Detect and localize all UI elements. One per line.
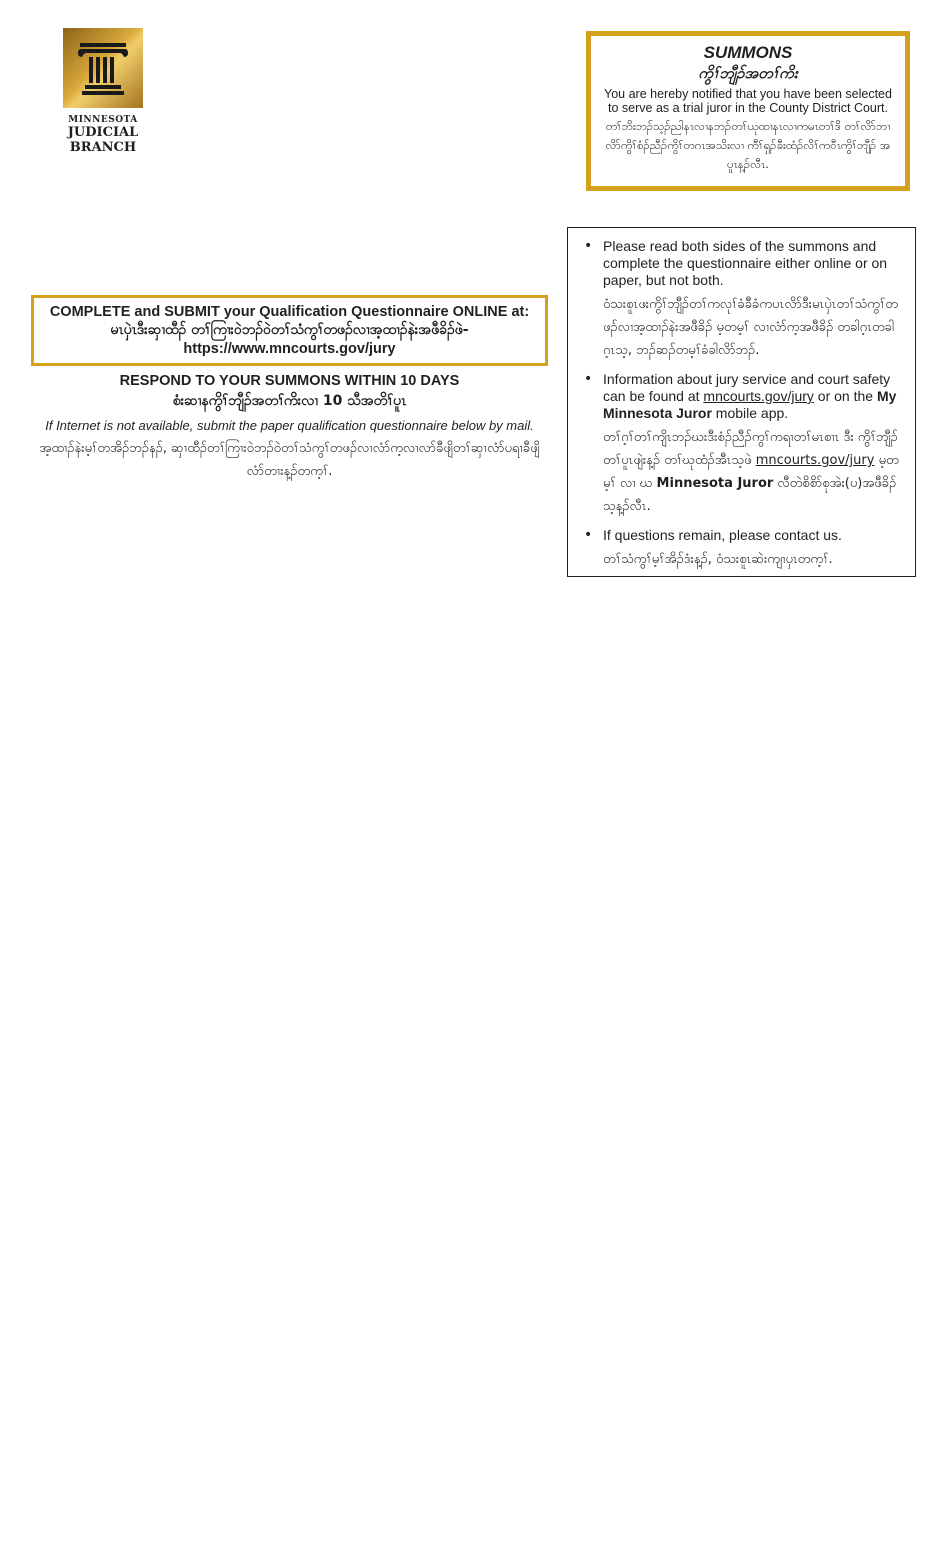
jury-info-link-karen[interactable]: mncourts.gov/jury (755, 453, 875, 468)
respond-heading-karen: စံးဆၢနကွိၢ်ဘျီၣ်အတၢ်ကိးလၢ 10 သီအတိၢ်ပူၤ (172, 393, 407, 409)
mail-instruction: If Internet is not available, submit the paper qualification questionnaire below by mail. (45, 418, 534, 433)
logo-branch: BRANCH (69, 140, 137, 155)
instruction-2-mid: or on the (813, 388, 877, 404)
respond-section (31, 372, 548, 483)
questionnaire-url-link[interactable]: https://www.mncourts.gov/jury (183, 341, 396, 357)
summons-notice-text: You are hereby notified that you have been selected to serve as a trial juror in the County District Court. (604, 87, 892, 115)
online-heading-karen: မၤပှဲၤဒီးဆှၢထီၣ် တၢ်ကြၢးဝဲဘၣ်ဝဲတၢ်သံကွၢ်တဖၣ်လၢအ့ထၢၣ်နဲးအဖီခိၣ်ဖဲ- (110, 322, 469, 338)
list-item (582, 527, 905, 571)
juror-app-name-karen: Minnesota Juror (656, 476, 774, 491)
instruction-2-karen-mid: မ့တမ့ၢ် လၢ ဃ (603, 453, 899, 491)
list-item (582, 371, 905, 518)
instructions-box (567, 227, 916, 577)
instruction-2-karen-post: လီတဲစိစိာ်စုအဲး(ပ)အဖီခိၣ် သ့န့ၣ်လီၤ. (603, 476, 897, 514)
logo-judicial: JUDICIAL (67, 125, 139, 140)
instruction-2-text-karen (603, 426, 905, 518)
summons-title: SUMMONS (703, 43, 793, 62)
logo-state: MINNESOTA (68, 115, 138, 125)
summons-title-karen: ကွိၢ်ဘျီၣ်အတၢ်ကိး (698, 64, 798, 82)
instruction-3-text-karen: တၢ်သံကွၢ်မ့ၢ်အိၣ်ဒံးန့ၣ်, ဝံသးစူၤဆဲးကျၢပှၤတက့ၢ်. (603, 552, 833, 567)
online-questionnaire-box (31, 295, 548, 366)
instruction-2-post: mobile app. (711, 405, 789, 421)
column-pillar-icon (63, 28, 143, 108)
instruction-1-text: • Please read both sides of the summons and complete the questionnaire either online or on paper, but not both. (603, 238, 888, 288)
instructions-list (582, 238, 905, 571)
online-heading: COMPLETE and SUBMIT your Qualification Questionnaire ONLINE at: (49, 304, 530, 320)
instruction-1-text-karen: ဝံသးစူၤဖးကွိၢ်ဘျီၣ်တၢ်ကလုၢ်ခံခီခံကပၤလိာ်ဒီးမၤပှဲၤတၢ်သံကွၢ်တဖၣ်လၢအ့ထၢၣ်နဲးအဖီခိၣ် မ့တမ့ၢ် လၢလံာ်က့အဖီခိၣ် တခါဂ့ၤတခါဂ့ၤသ့, ဘၣ်ဆၣ်တမ့ၢ်ခံခါလိာ်ဘၣ်. (603, 297, 898, 358)
respond-heading: RESPOND TO YOUR SUMMONS WITHIN 10 DAYS (119, 373, 460, 389)
instruction-2-text (603, 371, 905, 422)
list-item (582, 238, 905, 362)
mail-instruction-karen: အ့ထၢၣ်နဲးမ့ၢ်တအိၣ်ဘၣ်နၣ်, ဆှၢထီၣ်တၢ်ကြၢးဝဲဘၣ်ဝဲတၢ်သံကွၢ်တဖၣ်လၢလံာ်က့လၢလာ်ခီဖျိတၢ်ဆှၢလံာ်ပရၢခီဖျိလံာ်တၢးန့ၣ်တက့ၢ်. (39, 441, 540, 479)
juror-app-name: My Minnesota Juror (603, 388, 897, 421)
judicial-branch-logo (62, 28, 144, 155)
instruction-2-karen-pre: တၢ်ဂ့ၢ်တၢ်ကျိၤဘၣ်ဃးဒီးစံၣ်ညီၣ်ကွၢ်ကရၢတၢ်မၤစၢၤ ဒီး ကွိၢ်ဘျီၣ်တၢ်ပူၤဖျဲးန့ၣ် တၢ်ဃုထံၣ်အီၤသ့ဖဲ (603, 430, 898, 468)
instruction-3-text: • If questions remain, please contact us. (603, 527, 842, 543)
summons-notice-text-karen: တၢ်ဘိးဘၣ်သ့ၣ်ညါနၤလၢနဘၣ်တၢ်ယုထၢနၤလၢကမၤတၢ်ဒိ တၢ်လိာ်ဘၢလိာ်ကွိၢ်စံၣ်ညီၣ်ကွိၢ်တဂၤအသိးလၢ ကီၢ်ရှၣ်ခီးထံၣ်လိၢ်ကဝီၤကွိၢ်ဘျီၣ် အပူၤန့ၣ်လီၤ. (605, 119, 891, 171)
summons-notice-box (586, 31, 910, 191)
instruction-2-pre: Information about jury service and court safety can be found at (603, 371, 891, 404)
jury-info-link[interactable]: mncourts.gov/jury (703, 388, 814, 404)
